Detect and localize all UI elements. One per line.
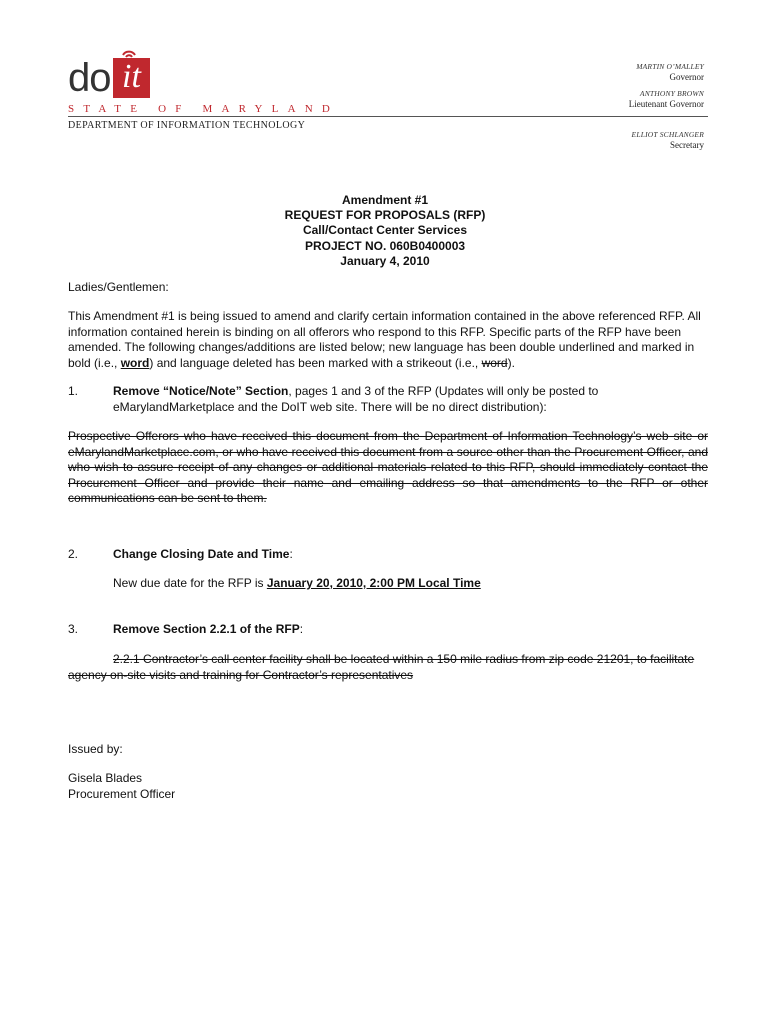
- state-name: STATE OF MARYLAND: [68, 103, 340, 115]
- official-name: ANTHONY BROWN: [639, 89, 704, 98]
- title-services: Call/Contact Center Services: [302, 223, 468, 238]
- official-title: Secretary: [670, 140, 704, 150]
- item-heading: Remove “Notice/Note” Section: [113, 384, 289, 398]
- document-title: [0, 193, 770, 269]
- item-3-heading: Remove Section 2.2.1 of the RFP:: [113, 622, 304, 636]
- signer-role: Procurement Officer: [68, 787, 176, 801]
- item-2-heading: Change Closing Date and Time:: [113, 547, 293, 561]
- logo-it: it: [113, 58, 150, 98]
- intro-paragraph: This Amendment #1 is being issued to amend and clarify certain information contained in the above referenced RFP. All information contained herein is binding on all offerors who respond to this RFP. Specific parts of the RFP have been amended. The following changes/additions are listed below; new language has been double underlined and marked in bold (i.e., word) and language deleted has been marked with a strikeout (i.e., word).: [68, 309, 701, 370]
- item-number: 2.: [68, 547, 79, 561]
- title-rfp: REQUEST FOR PROPOSALS (RFP): [284, 208, 486, 223]
- issued-by-label: Issued by:: [68, 742, 123, 756]
- item-number: 3.: [68, 622, 79, 636]
- title-date: January 4, 2010: [340, 253, 430, 268]
- official-title: Lieutenant Governor: [628, 99, 704, 109]
- department-name: DEPARTMENT OF INFORMATION TECHNOLOGY: [68, 120, 306, 131]
- official-title: Governor: [669, 72, 704, 82]
- salutation: Ladies/Gentlemen:: [68, 280, 169, 294]
- title-project-number: PROJECT NO. 060B0400003: [304, 238, 466, 253]
- letterhead-divider: [68, 116, 708, 117]
- title-amendment: Amendment #1: [341, 193, 429, 207]
- added-language-example: word: [120, 355, 150, 370]
- deleted-language-example: word: [481, 355, 508, 370]
- deleted-section-2-2-1: 2.2.1 Contractor’s call center facility shall be located within a 150 mile radius from zip code 21201, to facilitate agency on-site visits and training for Contractor’s representatives: [68, 652, 695, 682]
- item-number: 1.: [68, 384, 79, 398]
- item-1-text: Remove “Notice/Note” Section, pages 1 and 3 of the RFP (Updates will only be posted to eMarylandMarketplace and the DoIT web site. There will be no direct distribution):: [113, 384, 599, 414]
- item-2-text: New due date for the RFP is January 20, 2010, 2:00 PM Local Time: [113, 576, 481, 590]
- official-name: MARTIN O’MALLEY: [636, 62, 704, 71]
- deleted-notice-paragraph: Prospective Offerors who have received this document from the Department of Information Technology’s web site or eMarylandMarketplace.com, or who have received this document from a source other than the Procurement Officer, and who wish to assure receipt of any changes or additional materials related to this RFP, should immediately contact the Procurement Officer and provide their name and emailing address so that amendments to the RFP or other communications can be sent to them.: [68, 429, 708, 505]
- signer-name: Gisela Blades: [68, 771, 143, 785]
- officials-list: [629, 62, 704, 157]
- new-due-date: January 20, 2010, 2:00 PM Local Time: [266, 576, 481, 590]
- logo-do: do: [68, 56, 111, 100]
- official-name: ELLIOT SCHLANGER: [631, 130, 704, 139]
